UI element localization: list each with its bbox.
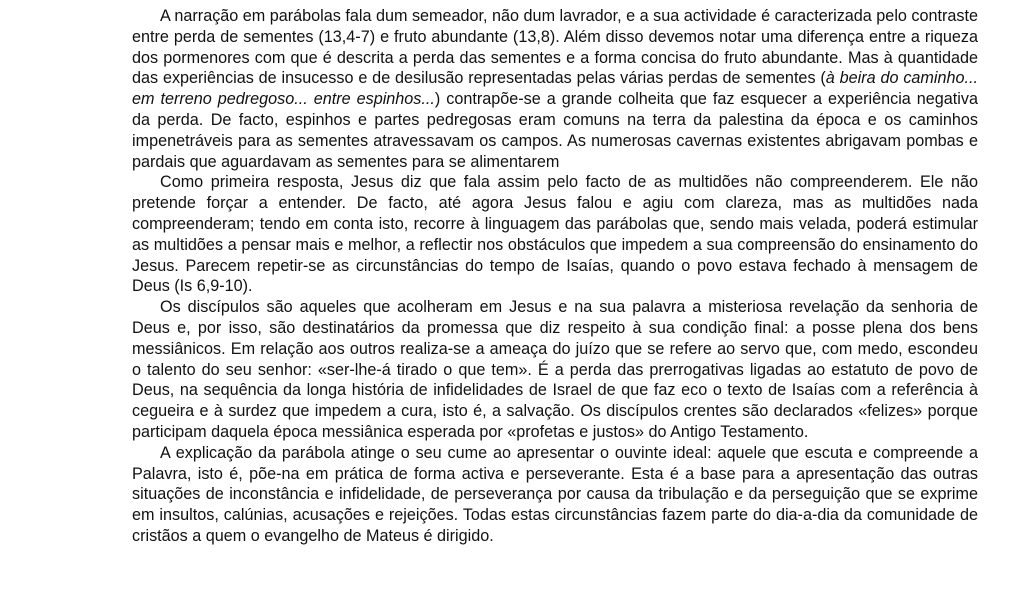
paragraph-1-text-end: ) contrapõe-se a grande colheita que faz esquecer a experiência negativa da perda. De facto, espinhos e partes pedregosas eram comuns na terra da palestina da época e os caminhos impenetráveis para as sementes atravessavam os campos. As numerosas cavernas existentes abrigavam pombas e pardais que aguardavam as sementes para se alimentarem <box>132 90 978 171</box>
paragraph-1-text-start: A narração em parábolas fala dum semeador, não dum lavrador, e a sua actividade é caracterizada pelo contraste entre perda de sementes (13,4-7) e fruto abundante (13,8). Além disso devemos notar uma diferença entre a riqueza dos pormenores com que é descrita a perda das sementes e a forma concisa do fruto abundante. Mas à quantidade das experiências de insucesso e de desilusão representadas pelas várias perdas de sementes ( <box>132 7 978 88</box>
paragraph-ideal-listener: A explicação da parábola atinge o seu cume ao apresentar o ouvinte ideal: aquele que escuta e compreende a Palavra, isto é, põe-na em prática de forma activa e perseverante. Esta é a base para a apresentação das outras situações de inconstância e infidelidade, de perseverança por causa da tribulação e da perseguição que se exprime em insultos, calúnias, acusações e rejeições. Todas estas circunstâncias fazem parte do dia-a-dia da comunidade de cristãos a quem o evangelho de Mateus é dirigido. <box>132 443 978 545</box>
paragraph-first-answer: Como primeira resposta, Jesus diz que fala assim pelo facto de as multidões não compreenderem. Ele não pretende forçar a entender. De facto, até agora Jesus falou e agiu com clareza, mas as multidões nada compreenderam; tendo em conta isto, recorre à linguagem das parábolas que, sendo mais velada, poderá estimular as multidões a pensar mais e melhor, a reflectir nos obstáculos que impedem a sua compreensão do ensinamento do Jesus. Parecem repetir-se as circunstâncias do tempo de Isaías, quando o povo estava fechado à mensagem de Deus (Is 6,9-10). <box>132 173 978 296</box>
document-page <box>132 6 978 547</box>
paragraph-sower-parable <box>132 6 978 172</box>
paragraph-disciples: Os discípulos são aqueles que acolheram em Jesus e na sua palavra a misteriosa revelação da senhoria de Deus e, por isso, são destinatários da promessa que diz respeito à sua condição final: a posse plena dos bens messiânicos. Em relação aos outros realiza-se a ameaça do juízo que se refere ao servo que, com medo, escondeu o talento do seu senhor: «ser-lhe-á tirado o que tem». É a perda das prerrogativas ligadas ao estatuto de povo de Deus, na sequência da longa história de infidelidades de Israel de que faz eco o texto de Isaías com a referência à cegueira e à surdez que impedem a cura, isto é, a salvação. Os discípulos crentes são declarados «felizes» porque participam daquela época messiânica esperada por «profetas e justos» do Antigo Testamento. <box>132 298 978 441</box>
paragraph-1-italic-quote: à beira do caminho... em terreno pedregoso... entre espinhos... <box>132 69 978 109</box>
